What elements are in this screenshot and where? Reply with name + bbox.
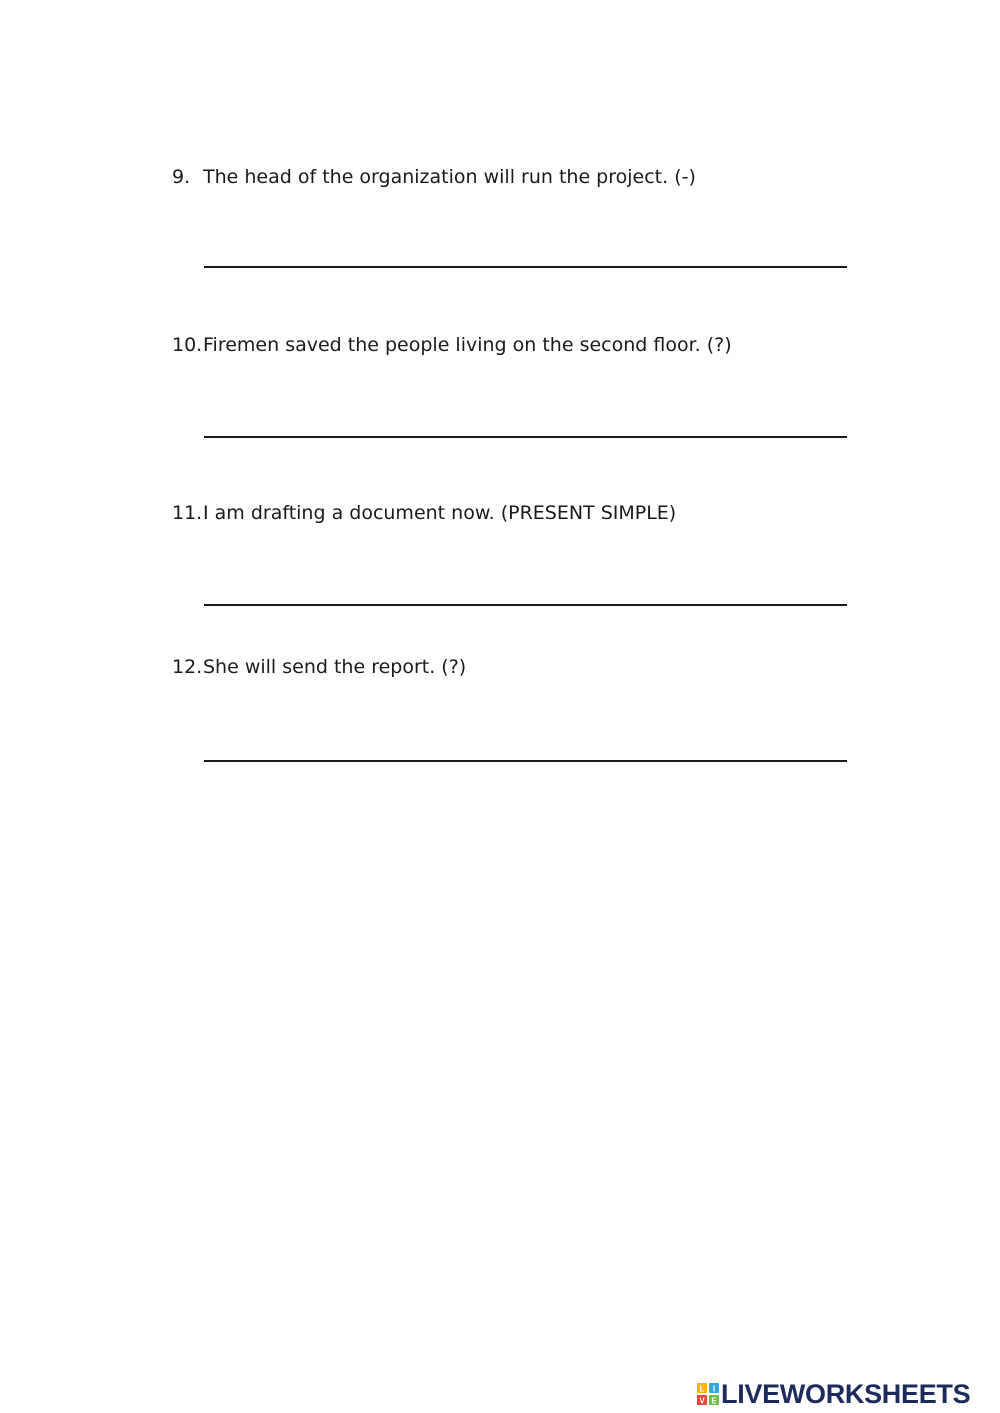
question-text: The head of the organization will run the project. (-) [203, 166, 696, 188]
question-12 [172, 655, 872, 679]
question-9 [172, 165, 872, 189]
liveworksheets-brand [697, 1379, 970, 1409]
logo-letter: L [699, 1384, 705, 1394]
logo-letter: V [699, 1396, 705, 1405]
answer-line-9[interactable] [204, 266, 847, 268]
question-number: 9. [172, 166, 191, 188]
question-11 [172, 501, 872, 525]
liveworksheets-logo-icon [697, 1383, 719, 1405]
question-number: 12. [172, 656, 203, 678]
answer-line-10[interactable] [204, 436, 847, 438]
question-number: 10. [172, 334, 203, 356]
question-text: Firemen saved the people living on the second floor. (?) [203, 334, 732, 356]
logo-letter: E [711, 1396, 717, 1405]
question-text: I am drafting a document now. (PRESENT SIMPLE) [203, 502, 677, 524]
question-10 [172, 333, 872, 357]
logo-letter: I [712, 1384, 716, 1394]
question-number: 11. [172, 502, 203, 524]
question-text: She will send the report. (?) [203, 656, 467, 678]
brand-name: LIVEWORKSHEETS [721, 1378, 971, 1409]
answer-line-12[interactable] [204, 760, 847, 762]
answer-line-11[interactable] [204, 604, 847, 606]
